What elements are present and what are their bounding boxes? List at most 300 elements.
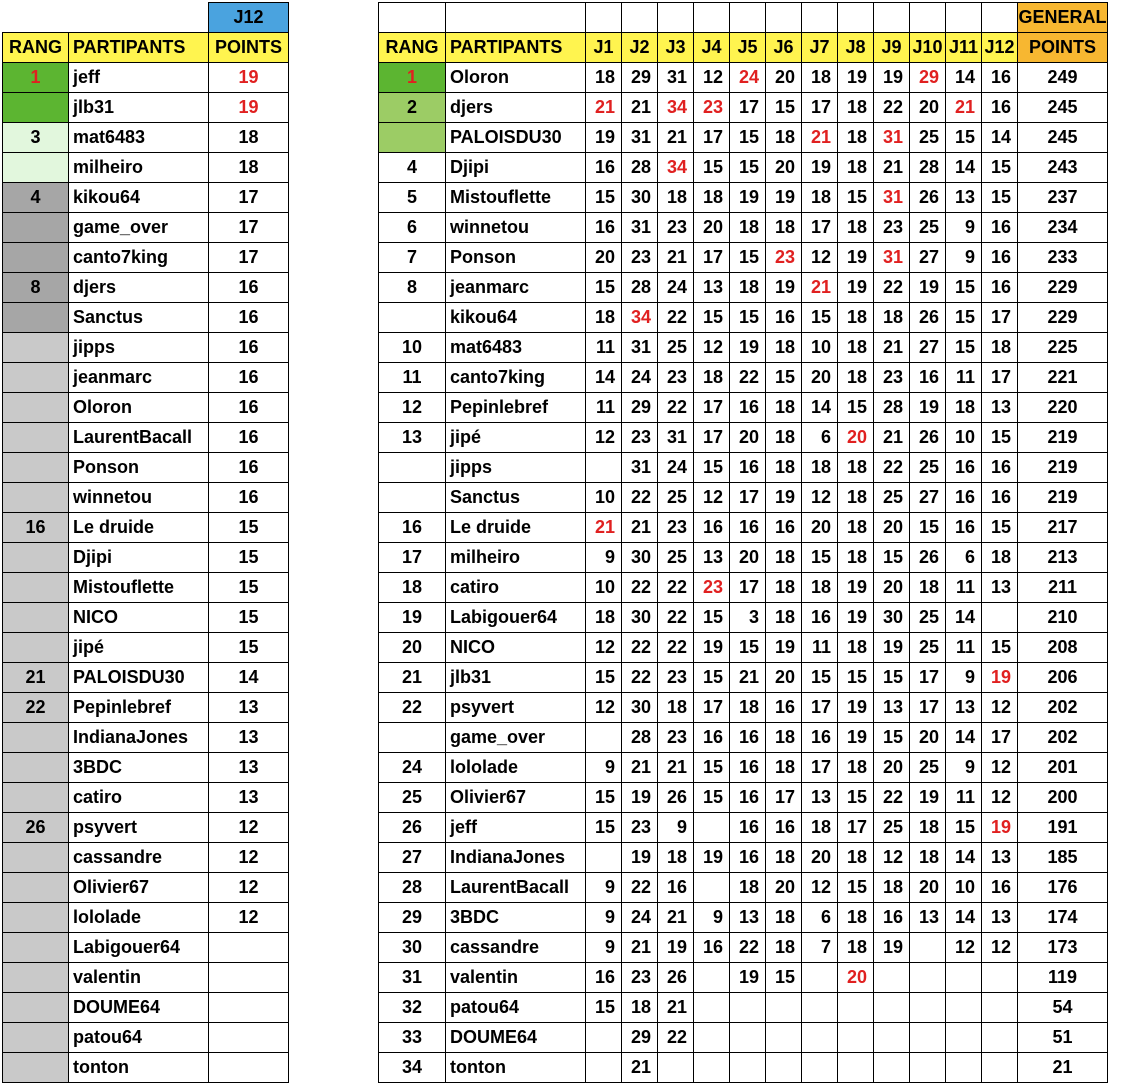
total-points-cell: 176 <box>1018 873 1108 903</box>
score-cell: 17 <box>694 123 730 153</box>
score-cell: 26 <box>910 423 946 453</box>
score-cell: 30 <box>874 603 910 633</box>
score-cell: 16 <box>586 963 622 993</box>
total-points-cell: 249 <box>1018 63 1108 93</box>
score-cell <box>838 1053 874 1083</box>
participant-name: PALOISDU30 <box>446 123 586 153</box>
score-cell: 15 <box>694 453 730 483</box>
score-cell: 18 <box>766 123 802 153</box>
general-label-row <box>379 3 1108 33</box>
score-cell: 9 <box>586 933 622 963</box>
rank-cell <box>379 483 446 513</box>
score-cell: 31 <box>622 123 658 153</box>
score-cell: 16 <box>730 513 766 543</box>
score-cell: 15 <box>694 153 730 183</box>
score-cell: 12 <box>694 483 730 513</box>
score-cell: 30 <box>622 693 658 723</box>
points-cell: 16 <box>209 363 289 393</box>
participant-name: cassandre <box>69 843 209 873</box>
rank-cell <box>3 363 69 393</box>
table-row <box>379 333 1108 363</box>
day-header-j9: J9 <box>874 33 910 63</box>
score-cell: 15 <box>946 273 982 303</box>
participant-name: game_over <box>446 723 586 753</box>
score-cell <box>946 1023 982 1053</box>
score-cell: 15 <box>838 393 874 423</box>
score-cell: 20 <box>802 363 838 393</box>
rank-cell: 32 <box>379 993 446 1023</box>
score-cell: 21 <box>622 753 658 783</box>
score-cell <box>658 1053 694 1083</box>
table-row <box>3 723 289 753</box>
participant-name: jeanmarc <box>69 363 209 393</box>
rank-cell <box>379 723 446 753</box>
total-points-cell: 219 <box>1018 453 1108 483</box>
day-header-j3: J3 <box>658 33 694 63</box>
score-cell: 15 <box>910 513 946 543</box>
score-cell: 28 <box>874 393 910 423</box>
score-cell: 15 <box>766 363 802 393</box>
participant-name: LaurentBacall <box>446 873 586 903</box>
score-cell: 15 <box>838 783 874 813</box>
score-cell: 16 <box>730 753 766 783</box>
rank-cell <box>3 423 69 453</box>
score-cell: 18 <box>766 723 802 753</box>
score-cell <box>910 933 946 963</box>
score-cell <box>982 963 1018 993</box>
score-cell: 9 <box>586 903 622 933</box>
score-cell: 26 <box>910 303 946 333</box>
score-cell <box>694 963 730 993</box>
table-row <box>379 963 1108 993</box>
points-cell: 16 <box>209 333 289 363</box>
score-cell <box>766 1053 802 1083</box>
participant-name: Djipi <box>69 543 209 573</box>
score-cell: 20 <box>766 873 802 903</box>
score-cell <box>838 993 874 1023</box>
score-cell: 7 <box>802 933 838 963</box>
score-cell: 17 <box>982 723 1018 753</box>
score-cell: 34 <box>658 153 694 183</box>
score-cell: 31 <box>874 123 910 153</box>
score-cell: 28 <box>622 273 658 303</box>
score-cell <box>802 993 838 1023</box>
score-cell: 23 <box>694 573 730 603</box>
score-cell: 18 <box>838 843 874 873</box>
table-row <box>379 573 1108 603</box>
score-cell: 21 <box>586 513 622 543</box>
table-row <box>379 693 1108 723</box>
score-cell: 17 <box>694 693 730 723</box>
points-header: POINTS <box>1018 33 1108 63</box>
score-cell: 10 <box>946 873 982 903</box>
participant-name: NICO <box>69 603 209 633</box>
score-cell: 11 <box>586 333 622 363</box>
table-row <box>379 543 1108 573</box>
participant-name: Olivier67 <box>69 873 209 903</box>
score-cell <box>946 963 982 993</box>
score-cell: 18 <box>766 573 802 603</box>
rank-cell <box>379 123 446 153</box>
score-cell <box>802 963 838 993</box>
participant-name: Ponson <box>69 453 209 483</box>
score-cell: 20 <box>910 873 946 903</box>
rank-cell: 25 <box>379 783 446 813</box>
points-cell: 13 <box>209 783 289 813</box>
score-cell: 23 <box>622 423 658 453</box>
total-points-cell: 237 <box>1018 183 1108 213</box>
table-row <box>3 693 289 723</box>
score-cell: 26 <box>910 543 946 573</box>
score-cell: 27 <box>910 243 946 273</box>
table-row <box>379 723 1108 753</box>
score-cell: 21 <box>658 993 694 1023</box>
table-row <box>3 213 289 243</box>
score-cell <box>694 813 730 843</box>
score-cell: 17 <box>766 783 802 813</box>
rank-cell: 1 <box>3 63 69 93</box>
score-cell: 24 <box>730 63 766 93</box>
score-cell: 18 <box>658 693 694 723</box>
score-cell: 14 <box>946 603 982 633</box>
score-cell: 18 <box>838 153 874 183</box>
score-cell: 14 <box>586 363 622 393</box>
score-cell: 16 <box>730 813 766 843</box>
rank-cell <box>3 213 69 243</box>
score-cell: 3 <box>730 603 766 633</box>
score-cell: 18 <box>910 813 946 843</box>
score-cell: 24 <box>622 903 658 933</box>
day-header-j10: J10 <box>910 33 946 63</box>
rank-cell <box>3 573 69 603</box>
score-cell: 13 <box>982 573 1018 603</box>
table-row <box>379 93 1108 123</box>
total-points-cell: 220 <box>1018 393 1108 423</box>
score-cell <box>586 1053 622 1083</box>
score-cell: 15 <box>982 183 1018 213</box>
score-cell: 12 <box>694 333 730 363</box>
table-row <box>379 453 1108 483</box>
rank-cell <box>3 543 69 573</box>
score-cell: 19 <box>838 603 874 633</box>
score-cell: 21 <box>802 123 838 153</box>
points-cell: 17 <box>209 243 289 273</box>
points-cell <box>209 1023 289 1053</box>
score-cell: 31 <box>622 453 658 483</box>
score-cell: 18 <box>838 633 874 663</box>
score-cell: 28 <box>622 723 658 753</box>
day-header-j4: J4 <box>694 33 730 63</box>
score-cell: 14 <box>982 123 1018 153</box>
score-cell <box>874 1023 910 1053</box>
score-cell: 21 <box>658 903 694 933</box>
score-cell: 12 <box>982 933 1018 963</box>
table-row <box>3 753 289 783</box>
points-cell <box>209 1053 289 1083</box>
score-cell: 17 <box>730 573 766 603</box>
table-row <box>379 993 1108 1023</box>
score-cell: 11 <box>586 393 622 423</box>
score-cell: 24 <box>658 273 694 303</box>
score-cell: 9 <box>694 903 730 933</box>
rank-cell <box>3 753 69 783</box>
table-row <box>379 753 1108 783</box>
score-cell: 9 <box>586 873 622 903</box>
rank-cell <box>3 153 69 183</box>
score-cell: 15 <box>874 543 910 573</box>
rank-cell: 16 <box>3 513 69 543</box>
day-header-j5: J5 <box>730 33 766 63</box>
score-cell: 15 <box>982 513 1018 543</box>
table-row <box>3 183 289 213</box>
score-cell: 13 <box>910 903 946 933</box>
table-row <box>379 933 1108 963</box>
score-cell: 31 <box>658 63 694 93</box>
score-cell: 18 <box>838 453 874 483</box>
score-cell: 23 <box>658 663 694 693</box>
score-cell <box>730 1023 766 1053</box>
rank-cell <box>3 483 69 513</box>
participant-name: kikou64 <box>446 303 586 333</box>
score-cell: 18 <box>766 213 802 243</box>
score-cell: 13 <box>946 183 982 213</box>
score-cell: 30 <box>622 603 658 633</box>
score-cell: 22 <box>874 93 910 123</box>
table-row <box>3 933 289 963</box>
participant-name: Olivier67 <box>446 783 586 813</box>
score-cell <box>982 1053 1018 1083</box>
rank-cell: 21 <box>379 663 446 693</box>
participant-name: patou64 <box>446 993 586 1023</box>
score-cell: 16 <box>982 453 1018 483</box>
table-row <box>379 633 1108 663</box>
rank-cell: 4 <box>3 183 69 213</box>
rank-cell <box>379 303 446 333</box>
rank-cell: 12 <box>379 393 446 423</box>
participant-name: Labigouer64 <box>69 933 209 963</box>
participant-name: jipps <box>69 333 209 363</box>
score-cell: 16 <box>910 363 946 393</box>
table-row <box>379 1023 1108 1053</box>
score-cell: 20 <box>766 663 802 693</box>
score-cell: 31 <box>874 243 910 273</box>
participant-name: NICO <box>446 633 586 663</box>
points-cell: 16 <box>209 483 289 513</box>
score-cell: 19 <box>874 933 910 963</box>
score-cell: 11 <box>946 783 982 813</box>
participant-name: Le druide <box>446 513 586 543</box>
score-cell: 22 <box>658 303 694 333</box>
rank-cell <box>3 873 69 903</box>
score-cell: 16 <box>694 723 730 753</box>
total-points-cell: 245 <box>1018 123 1108 153</box>
points-cell: 15 <box>209 543 289 573</box>
table-row <box>3 273 289 303</box>
score-cell <box>982 1023 1018 1053</box>
daily-standings-body <box>3 3 289 1083</box>
score-cell: 6 <box>946 543 982 573</box>
points-cell: 15 <box>209 603 289 633</box>
score-cell: 15 <box>874 723 910 753</box>
score-cell: 21 <box>874 333 910 363</box>
total-points-cell: 225 <box>1018 333 1108 363</box>
score-cell: 18 <box>730 213 766 243</box>
points-cell <box>209 963 289 993</box>
score-cell: 14 <box>946 723 982 753</box>
score-cell: 18 <box>586 603 622 633</box>
score-cell: 18 <box>838 303 874 333</box>
score-cell: 17 <box>802 693 838 723</box>
total-points-cell: 206 <box>1018 663 1108 693</box>
rank-cell: 2 <box>379 93 446 123</box>
rank-cell: 31 <box>379 963 446 993</box>
score-cell: 15 <box>874 663 910 693</box>
score-cell: 17 <box>694 393 730 423</box>
score-cell <box>586 453 622 483</box>
score-cell: 11 <box>946 573 982 603</box>
participant-name: milheiro <box>446 543 586 573</box>
score-cell: 15 <box>730 633 766 663</box>
table-row <box>3 423 289 453</box>
participants-header: PARTIPANTS <box>69 33 209 63</box>
table-row <box>379 183 1108 213</box>
score-cell <box>910 1053 946 1083</box>
score-cell: 23 <box>622 813 658 843</box>
score-cell: 15 <box>694 663 730 693</box>
score-cell: 6 <box>802 903 838 933</box>
score-cell: 18 <box>982 333 1018 363</box>
participant-name: PALOISDU30 <box>69 663 209 693</box>
score-cell: 15 <box>982 423 1018 453</box>
daily-standings-table <box>2 2 289 1083</box>
score-cell: 21 <box>658 123 694 153</box>
score-cell: 22 <box>622 663 658 693</box>
score-cell: 34 <box>658 93 694 123</box>
score-cell <box>910 1023 946 1053</box>
participant-name: jipé <box>69 633 209 663</box>
score-cell: 16 <box>946 453 982 483</box>
score-cell: 17 <box>694 243 730 273</box>
score-cell <box>730 993 766 1023</box>
points-cell: 19 <box>209 93 289 123</box>
participant-name: jeff <box>446 813 586 843</box>
participant-name: Oloron <box>446 63 586 93</box>
score-cell: 15 <box>730 303 766 333</box>
score-cell: 18 <box>802 813 838 843</box>
score-cell: 16 <box>946 513 982 543</box>
score-cell <box>694 1023 730 1053</box>
score-cell: 16 <box>982 63 1018 93</box>
total-points-cell: 221 <box>1018 363 1108 393</box>
rank-cell: 18 <box>379 573 446 603</box>
score-cell: 19 <box>766 483 802 513</box>
score-cell: 12 <box>694 63 730 93</box>
total-points-cell: 51 <box>1018 1023 1108 1053</box>
score-cell: 15 <box>694 783 730 813</box>
participant-name: Labigouer64 <box>446 603 586 633</box>
participant-name: mat6483 <box>446 333 586 363</box>
score-cell: 17 <box>802 213 838 243</box>
rank-cell <box>3 333 69 363</box>
score-cell: 20 <box>910 723 946 753</box>
score-cell: 19 <box>730 963 766 993</box>
rank-cell <box>3 933 69 963</box>
rank-cell: 28 <box>379 873 446 903</box>
score-cell: 15 <box>694 603 730 633</box>
score-cell: 16 <box>730 393 766 423</box>
score-cell: 20 <box>838 963 874 993</box>
score-cell: 20 <box>766 63 802 93</box>
score-cell: 15 <box>982 153 1018 183</box>
score-cell: 21 <box>622 513 658 543</box>
table-row <box>3 903 289 933</box>
rank-cell: 24 <box>379 753 446 783</box>
score-cell: 9 <box>586 753 622 783</box>
score-cell: 18 <box>838 903 874 933</box>
score-cell <box>982 993 1018 1023</box>
score-cell: 15 <box>838 873 874 903</box>
score-cell: 18 <box>658 183 694 213</box>
score-cell: 16 <box>802 603 838 633</box>
score-cell: 15 <box>586 183 622 213</box>
score-cell: 19 <box>838 573 874 603</box>
score-cell: 18 <box>802 453 838 483</box>
score-cell: 17 <box>838 813 874 843</box>
total-points-cell: 233 <box>1018 243 1108 273</box>
score-cell <box>838 1023 874 1053</box>
score-cell: 31 <box>658 423 694 453</box>
rank-cell: 34 <box>379 1053 446 1083</box>
total-points-cell: 119 <box>1018 963 1108 993</box>
score-cell <box>694 993 730 1023</box>
score-cell: 18 <box>802 183 838 213</box>
participant-name: Sanctus <box>446 483 586 513</box>
points-cell: 16 <box>209 453 289 483</box>
table-row <box>3 573 289 603</box>
table-row <box>3 603 289 633</box>
table-row <box>3 1053 289 1083</box>
score-cell: 18 <box>766 603 802 633</box>
participant-name: lololade <box>69 903 209 933</box>
score-cell: 26 <box>910 183 946 213</box>
total-points-cell: 191 <box>1018 813 1108 843</box>
score-cell: 18 <box>802 63 838 93</box>
score-cell: 20 <box>874 573 910 603</box>
score-cell: 18 <box>622 993 658 1023</box>
score-cell <box>694 1053 730 1083</box>
score-cell: 19 <box>838 243 874 273</box>
score-cell: 20 <box>874 513 910 543</box>
score-cell: 18 <box>766 423 802 453</box>
total-points-cell: 200 <box>1018 783 1108 813</box>
rank-cell: 5 <box>379 183 446 213</box>
score-cell: 31 <box>874 183 910 213</box>
table-row <box>3 543 289 573</box>
table-row <box>379 363 1108 393</box>
score-cell: 15 <box>694 303 730 333</box>
score-cell: 18 <box>766 843 802 873</box>
total-points-cell: 185 <box>1018 843 1108 873</box>
score-cell: 19 <box>838 723 874 753</box>
participant-name: psyvert <box>446 693 586 723</box>
score-cell: 18 <box>874 303 910 333</box>
score-cell: 30 <box>622 183 658 213</box>
total-points-cell: 243 <box>1018 153 1108 183</box>
score-cell: 25 <box>910 213 946 243</box>
participant-name: Pepinlebref <box>446 393 586 423</box>
score-cell: 16 <box>982 873 1018 903</box>
score-cell: 27 <box>910 333 946 363</box>
